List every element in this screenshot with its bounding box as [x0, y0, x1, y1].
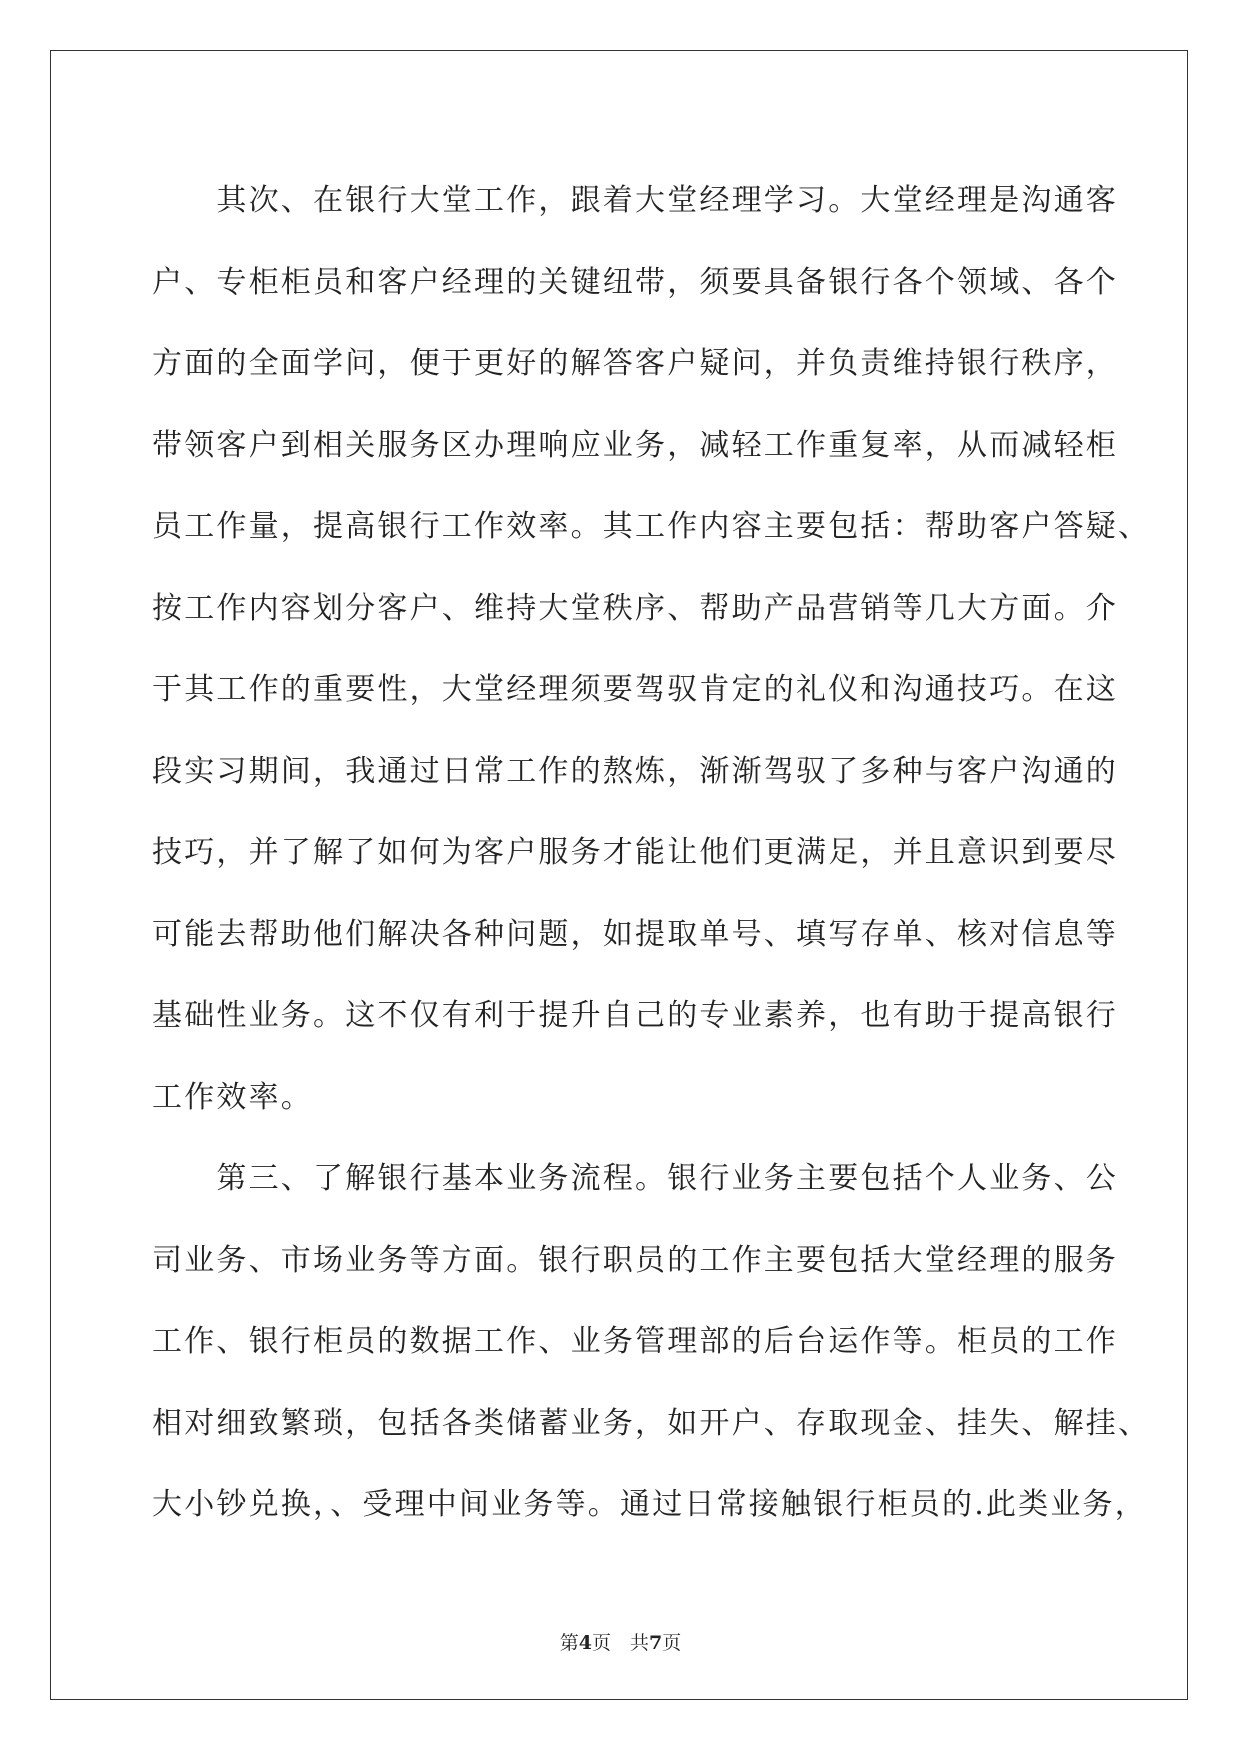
footer-prefix: 第 [559, 1632, 579, 1654]
text-line: 方面的全面学问，便于更好的解答客户疑问，并负责维持银行秩序， [152, 346, 1118, 381]
text-line: 可能去帮助他们解决各种问题，如提取单号、填写存单、核对信息等 [152, 916, 1118, 952]
paragraph-2 [152, 1138, 1151, 1546]
current-page-number: 4 [578, 1632, 592, 1654]
text-line: 第三、了解银行基本业务流程。银行业务主要包括个人业务、公 [152, 1161, 1118, 1196]
text-line: 段实习期间，我通过日常工作的熬炼，渐渐驾驭了多种与客户沟通的 [152, 753, 1118, 789]
text-line: 按工作内容划分客户、维持大堂秩序、帮助产品营销等几大方面。介 [152, 590, 1118, 626]
text-line: 技巧，并了解了如何为客户服务才能让他们更满足，并且意识到要尽 [152, 835, 1118, 870]
text-line: 工作效率。 [152, 1079, 313, 1115]
footer-suffix: 页 [662, 1632, 682, 1654]
text-line: 司业务、市场业务等方面。银行职员的工作主要包括大堂经理的服务 [152, 1242, 1118, 1278]
total-page-number: 7 [649, 1632, 663, 1654]
text-line: 带领客户到相关服务区办理响应业务，减轻工作重复率，从而减轻柜 [152, 427, 1118, 463]
document-body [152, 160, 1151, 1546]
paragraph-1 [152, 160, 1151, 1138]
text-line: 于其工作的重要性，大堂经理须要驾驭肯定的礼仪和沟通技巧。在这 [152, 672, 1118, 707]
text-line: 大小钞兑换，、受理中间业务等。通过日常接触银行柜员的.此类业务， [152, 1487, 1147, 1522]
text-line: 其次、在银行大堂工作，跟着大堂经理学习。大堂经理是沟通客 [152, 183, 1118, 218]
text-line: 户、专柜柜员和客户经理的关键纽带，须要具备银行各个领域、各个 [152, 264, 1118, 300]
text-line: 员工作量，提高银行工作效率。其工作内容主要包括：帮助客户答疑、 [152, 509, 1151, 544]
footer-middle: 页 共 [591, 1632, 649, 1654]
text-line: 相对细致繁琐，包括各类储蓄业务，如开户、存取现金、挂失、解挂、 [152, 1405, 1151, 1441]
text-line: 工作、银行柜员的数据工作、业务管理部的后台运作等。柜员的工作 [152, 1324, 1118, 1359]
page-footer [0, 1628, 1241, 1655]
text-line: 基础性业务。这不仅有利于提升自己的专业素养，也有助于提高银行 [152, 998, 1118, 1033]
